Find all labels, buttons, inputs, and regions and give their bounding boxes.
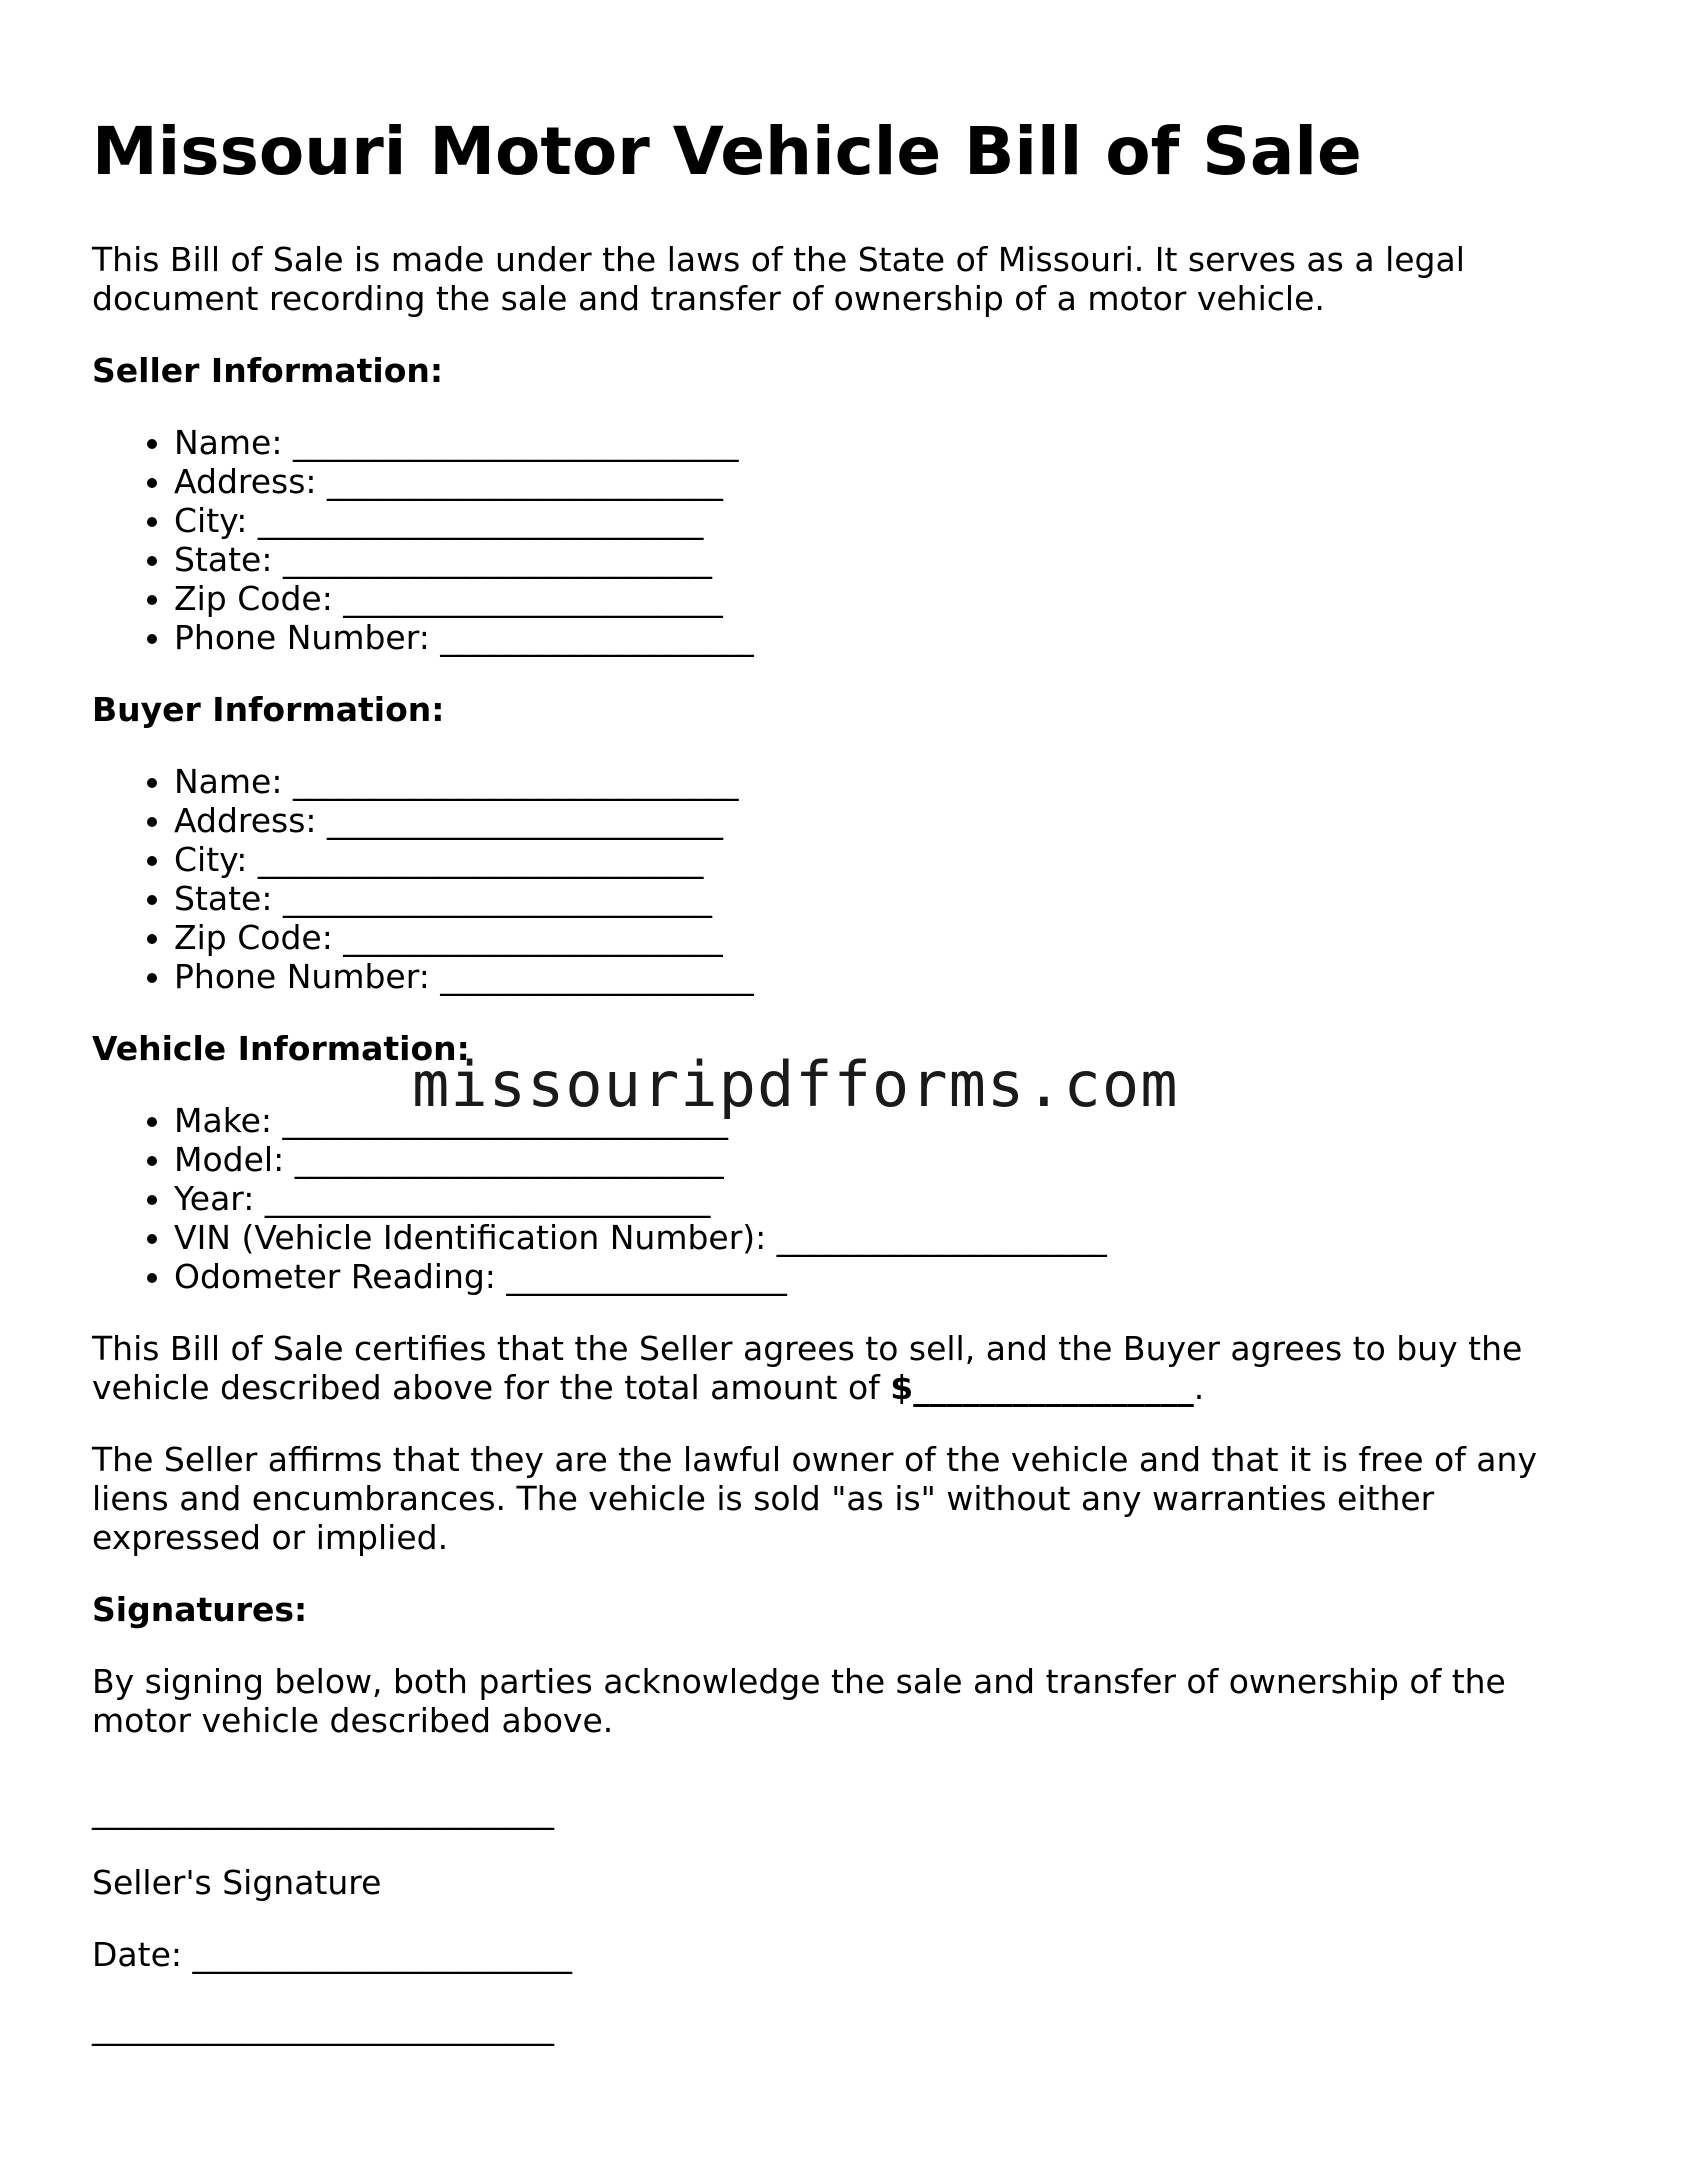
vehicle-field-list xyxy=(92,1101,1552,1296)
seller-address-field[interactable]: • Address: ________________________ xyxy=(174,462,1552,501)
seller-heading: Seller Information: xyxy=(92,351,444,390)
signature-spacer xyxy=(92,1773,1552,1791)
buyer-zip-field[interactable]: • Zip Code: _______________________ xyxy=(174,918,1552,957)
watermark-text: missouripdfforms.com xyxy=(412,1048,1179,1121)
buyer-signature-line[interactable]: ____________________________ xyxy=(92,2007,554,2046)
seller-signature-label: Seller's Signature xyxy=(92,1863,382,1902)
buyer-phone-field[interactable]: • Phone Number: ___________________ xyxy=(174,957,1552,996)
buyer-heading: Buyer Information: xyxy=(92,690,445,729)
seller-field-list xyxy=(92,423,1552,657)
buyer-name-field[interactable]: • Name: ___________________________ xyxy=(174,762,1552,801)
certification-paragraph xyxy=(92,1329,1552,1407)
seller-date-field[interactable]: Date: _______________________ xyxy=(92,1935,572,1974)
vehicle-odometer-field[interactable]: • Odometer Reading: _________________ xyxy=(174,1257,1552,1296)
document-body xyxy=(92,240,1552,2079)
vehicle-make-field[interactable]: • Make: ___________________________ xyxy=(174,1101,1552,1140)
certification-text: This Bill of Sale certifies that the Seller agrees to sell, and the Buyer agrees to buy the vehicle described above for the total amount of xyxy=(92,1329,1523,1407)
buyer-city-field[interactable]: • City: ___________________________ xyxy=(174,840,1552,879)
seller-zip-field[interactable]: • Zip Code: _______________________ xyxy=(174,579,1552,618)
acknowledgement-paragraph: By signing below, both parties acknowledge the sale and transfer of ownership of the motor vehicle described above. xyxy=(92,1662,1506,1740)
amount-field[interactable]: $_________________ xyxy=(890,1368,1194,1407)
seller-signature-line[interactable]: ____________________________ xyxy=(92,1791,554,1830)
intro-paragraph: This Bill of Sale is made under the laws of the State of Missouri. It serves as a legal document recording the sale and transfer of ownership of a motor vehicle. xyxy=(92,240,1465,318)
buyer-field-list xyxy=(92,762,1552,996)
page-title: Missouri Motor Vehicle Bill of Sale xyxy=(92,113,1362,190)
vehicle-vin-field[interactable]: • VIN (Vehicle Identification Number): ____________________ xyxy=(174,1218,1552,1257)
signatures-heading: Signatures: xyxy=(92,1590,308,1629)
seller-state-field[interactable]: • State: __________________________ xyxy=(174,540,1552,579)
seller-name-field[interactable]: • Name: ___________________________ xyxy=(174,423,1552,462)
vehicle-heading: Vehicle Information: xyxy=(92,1029,470,1068)
seller-phone-field[interactable]: • Phone Number: ___________________ xyxy=(174,618,1552,657)
vehicle-model-field[interactable]: • Model: __________________________ xyxy=(174,1140,1552,1179)
vehicle-year-field[interactable]: • Year: ___________________________ xyxy=(174,1179,1552,1218)
certification-end: . xyxy=(1193,1368,1205,1407)
seller-city-field[interactable]: • City: ___________________________ xyxy=(174,501,1552,540)
affirmation-paragraph: The Seller affirms that they are the lawful owner of the vehicle and that it is free of any liens and encumbrances. The vehicle is sold "as is" without any warranties either expressed or implied. xyxy=(92,1440,1537,1557)
buyer-state-field[interactable]: • State: __________________________ xyxy=(174,879,1552,918)
buyer-address-field[interactable]: • Address: ________________________ xyxy=(174,801,1552,840)
